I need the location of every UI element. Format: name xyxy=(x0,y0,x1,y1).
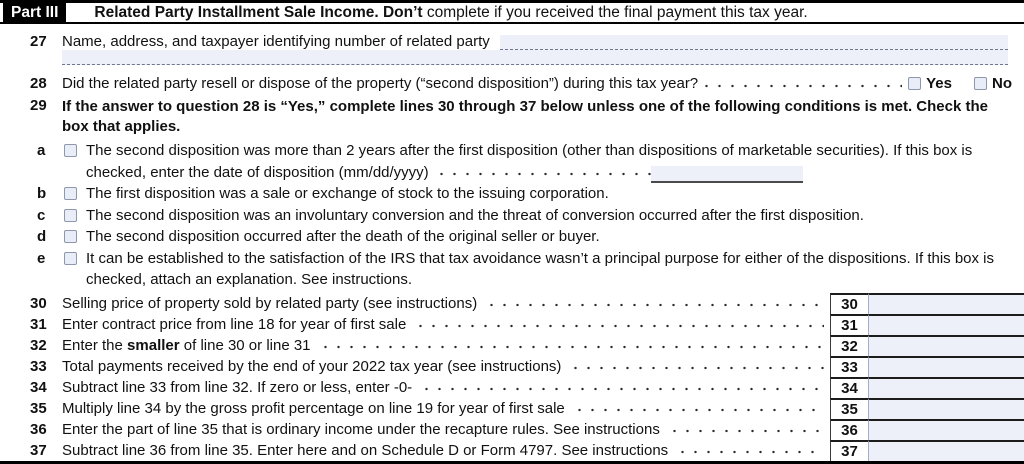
amount-line-table xyxy=(0,293,1024,464)
amount-line-33 xyxy=(0,356,1024,377)
condition-letter: c xyxy=(37,206,46,224)
dot-leader xyxy=(483,293,824,314)
amount-line-36 xyxy=(0,419,1024,440)
line-36-amount-input[interactable] xyxy=(868,419,1024,440)
dot-leader xyxy=(433,164,651,177)
amount-line-37 xyxy=(0,440,1024,461)
line-28 xyxy=(0,71,1024,95)
line-text: Enter the part of line 35 that is ordinary income under the recapture rules. See instructions xyxy=(62,420,660,438)
part-3-header xyxy=(0,0,1024,24)
line-text: Enter the smaller of line 30 or line 31 xyxy=(62,336,311,354)
dot-leader xyxy=(571,398,824,419)
line-number: 32 xyxy=(30,336,47,354)
line-28-number: 28 xyxy=(30,74,47,92)
line-29-number: 29 xyxy=(30,97,47,114)
line-text: Selling price of property sold by related party (see instructions) xyxy=(62,294,478,312)
section-title xyxy=(94,4,807,22)
no-checkbox[interactable] xyxy=(974,77,987,90)
dot-leader xyxy=(674,440,824,461)
dot-leader xyxy=(317,335,824,356)
dot-leader xyxy=(412,314,824,335)
yes-option xyxy=(908,75,952,92)
line-27-number: 27 xyxy=(30,33,47,50)
amount-line-35 xyxy=(0,398,1024,419)
line-number: 31 xyxy=(30,315,47,333)
line-number-box: 31 xyxy=(830,314,868,335)
no-option xyxy=(974,75,1012,92)
line-number: 36 xyxy=(30,420,47,438)
line-35-amount-input[interactable] xyxy=(868,398,1024,419)
amount-line-30 xyxy=(0,293,1024,314)
line-number-box: 33 xyxy=(830,356,868,377)
condition-letter: e xyxy=(37,249,46,267)
line-number-box: 36 xyxy=(830,419,868,440)
dot-leader xyxy=(418,377,824,398)
line-number: 37 xyxy=(30,441,47,459)
amount-line-32 xyxy=(0,335,1024,356)
line-number-box: 32 xyxy=(830,335,868,356)
line-37-amount-input[interactable] xyxy=(868,440,1024,461)
line-number-box: 30 xyxy=(830,293,868,314)
line-29 xyxy=(0,95,1024,136)
section-title-bold: Related Party Installment Sale Income. Don’t xyxy=(94,3,423,21)
line-32-amount-input[interactable] xyxy=(868,335,1024,356)
condition-checkbox-list xyxy=(0,136,1024,293)
condition-item-e xyxy=(0,248,1024,291)
dotted-entry-line xyxy=(500,35,1008,50)
related-party-info-input-line-1[interactable] xyxy=(500,35,1008,50)
line-27-entry-row-2 xyxy=(0,50,1024,71)
yes-label: Yes xyxy=(926,74,952,92)
dot-leader xyxy=(666,419,824,440)
part-label: Part III xyxy=(3,3,66,22)
line-31-amount-input[interactable] xyxy=(868,314,1024,335)
line-number: 33 xyxy=(30,357,47,375)
line-text: Subtract line 33 from line 32. If zero or less, enter -0- xyxy=(62,378,413,396)
condition-text: The second disposition was more than 2 years after the first disposition (other than dispositions of marketable securities). If this box is checked, enter the date of disposition (mm/dd/yyyy) xyxy=(86,140,1018,183)
section-title-regular: complete if you received the final payment this tax year. xyxy=(422,3,808,21)
condition-letter: d xyxy=(37,228,47,245)
line-34-amount-input[interactable] xyxy=(868,377,1024,398)
condition-item-c xyxy=(0,205,1024,227)
line-27 xyxy=(0,24,1024,50)
condition-text: The first disposition was a sale or exchange of stock to the issuing corporation. xyxy=(86,185,609,202)
condition-item-d xyxy=(0,226,1024,248)
line-30-amount-input[interactable] xyxy=(868,293,1024,314)
line-text: Total payments received by the end of your 2022 tax year (see instructions) xyxy=(62,357,562,375)
line-number-box: 35 xyxy=(830,398,868,419)
condition-c-checkbox[interactable] xyxy=(64,209,77,222)
line-number: 34 xyxy=(30,378,47,396)
amount-line-34 xyxy=(0,377,1024,398)
condition-d-checkbox[interactable] xyxy=(64,230,77,243)
condition-text: The second disposition was an involuntary conversion and the threat of conversion occurred after the first disposition. xyxy=(86,206,864,224)
condition-text: The second disposition occurred after the death of the original seller or buyer. xyxy=(86,228,600,245)
condition-letter: a xyxy=(37,142,46,159)
related-party-info-input-line-2[interactable] xyxy=(62,50,1008,65)
date-of-disposition-input[interactable] xyxy=(651,166,803,183)
line-number-box: 37 xyxy=(830,440,868,461)
line-text: Enter contract price from line 18 for year of first sale xyxy=(62,315,407,333)
line-number: 35 xyxy=(30,399,47,417)
line-33-amount-input[interactable] xyxy=(868,356,1024,377)
condition-e-checkbox[interactable] xyxy=(64,252,77,265)
condition-letter: b xyxy=(37,185,47,202)
no-label: No xyxy=(992,74,1012,92)
condition-b-checkbox[interactable] xyxy=(64,187,77,200)
line-text: Subtract line 36 from line 35. Enter here and on Schedule D or Form 4797. See instructions xyxy=(62,441,669,459)
line-29-instruction: If the answer to question 28 is “Yes,” complete lines 30 through 37 below unless one of the following conditions is met. Check the box that applies. xyxy=(62,98,989,135)
condition-item-b xyxy=(0,183,1024,205)
line-28-question: Did the related party resell or dispose of the property (“second disposition”) during this tax year? xyxy=(62,74,699,92)
dot-leader xyxy=(567,356,824,377)
line-text: Multiply line 34 by the gross profit percentage on line 19 for year of first sale xyxy=(62,399,565,417)
condition-a-checkbox[interactable] xyxy=(64,144,77,157)
condition-item-a xyxy=(0,140,1024,183)
condition-text: It can be established to the satisfaction of the IRS that tax avoidance wasn’t a principal purpose for either of the dispositions. If this box is checked, attach an explanation. See instructions. xyxy=(86,249,995,288)
line-number-box: 34 xyxy=(830,377,868,398)
line-27-label: Name, address, and taxpayer identifying number of related party xyxy=(62,33,490,50)
line-number: 30 xyxy=(30,294,47,312)
dot-leader xyxy=(698,71,902,95)
yes-checkbox[interactable] xyxy=(908,77,921,90)
amount-line-31 xyxy=(0,314,1024,335)
